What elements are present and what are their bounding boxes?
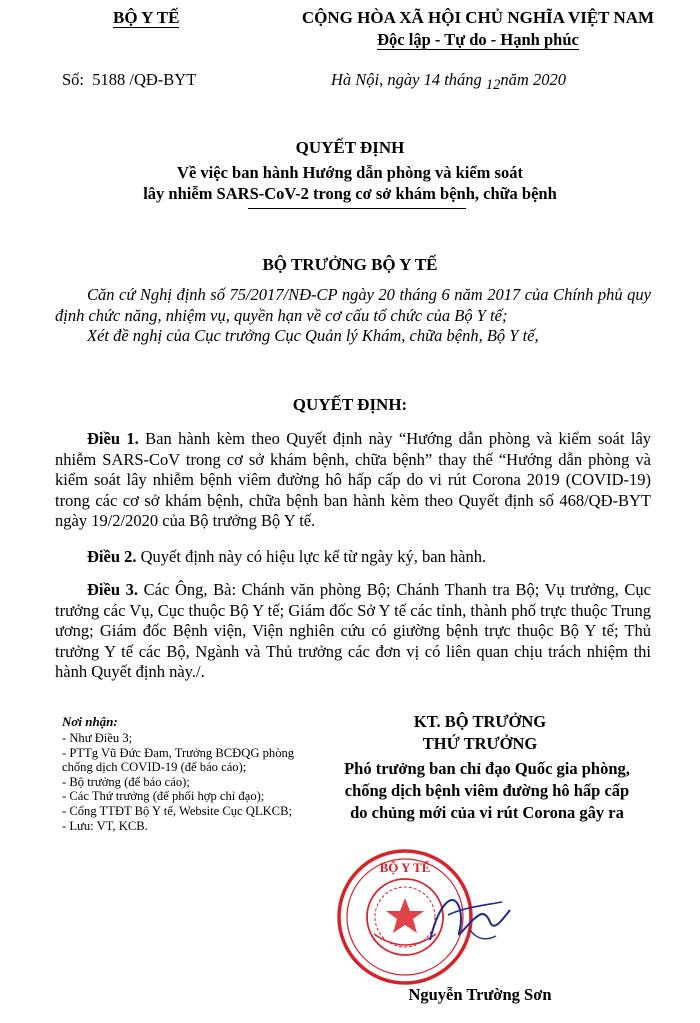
legal-basis-1: Căn cứ Nghị định số 75/2017/NĐ-CP ngày 20 tháng 6 năm 2017 của Chính phủ quy định chức năng, nhiệm vụ, quyền hạn về cơ cấu tổ chức của Bộ Y tế; [55, 285, 651, 325]
document-subject-line2: lây nhiễm SARS-CoV-2 trong cơ sở khám bệnh, chữa bệnh [143, 184, 557, 203]
list-item: - Cổng TTĐT Bộ Y tế, Website Cục QLKCB; [62, 803, 292, 818]
handwritten-signature [410, 880, 520, 960]
list-item: - Lưu: VT, KCB. [62, 818, 148, 833]
article-1-label: Điều 1. [87, 429, 139, 448]
ministry-name: BỘ Y TẾ [113, 8, 180, 27]
signatory-name: Nguyễn Trường Sơn [408, 985, 552, 1004]
signatory-role: Phó trưởng ban chỉ đạo Quốc gia phòng, chống dịch bệnh viêm đường hô hấp cấp do chủng mới của vi rút Corona gây ra [344, 759, 630, 822]
decision-heading: QUYẾT ĐỊNH: [292, 395, 408, 414]
seal-text: BỘ Y TẾ [379, 860, 431, 875]
article-1 [55, 429, 651, 532]
list-item: - Bộ trưởng (để báo cáo); [62, 774, 190, 789]
signature-title-2: THỨ TRƯỞNG [422, 734, 538, 753]
signature-title-1: KT. BỘ TRƯỞNG [413, 712, 547, 731]
national-motto: Độc lập - Tự do - Hạnh phúc [377, 30, 579, 49]
list-item: - Như Điều 3; [62, 731, 133, 745]
country-name: CỘNG HÒA XÃ HỘI CHỦ NGHĨA VIỆT NAM [301, 8, 655, 27]
article-2 [55, 547, 651, 568]
article-3-text: Các Ông, Bà: Chánh văn phòng Bộ; Chánh Thanh tra Bộ; Vụ trưởng, Cục trưởng các Vụ, Cục thuộc Bộ Y tế; Giám đốc Sở Y tế các tỉnh, thành phố trực thuộc Trung ương; Giám đốc Bệnh viện, Viện nghiên cứu có giường bệnh trực thuộc Bộ Y tế; Thủ trưởng Y tế các Bộ, Ngành và Thủ trưởng các đơn vị có liên quan chịu trách nhiệm thi hành Quyết định này./. [55, 580, 652, 681]
article-3-label: Điều 3. [87, 580, 139, 599]
article-2-text: Quyết định này có hiệu lực kể từ ngày ký, ban hành. [136, 547, 487, 566]
article-2-label: Điều 2. [87, 547, 137, 566]
document-subject-line1: Về việc ban hành Hướng dẫn phòng và kiểm soát [177, 163, 523, 182]
legal-basis-2: Xét đề nghị của Cục trưởng Cục Quản lý Khám, chữa bệnh, Bộ Y tế, [87, 326, 539, 345]
document-type: QUYẾT ĐỊNH [295, 138, 405, 157]
document-number: Số: 5188 /QĐ-BYT [62, 70, 197, 89]
article-1-text: Ban hành kèm theo Quyết định này “Hướng dẫn phòng và kiểm soát lây nhiễm SARS-CoV trong cơ sở khám bệnh, chữa bệnh” thay thế “Hướng dẫn phòng và kiểm soát lây nhiễm bệnh viêm đường hô hấp cấp do vi rút Corona 2019 (COVID-19) trong các cơ sở khám bệnh, chữa bệnh ban hành kèm theo Quyết định số 468/QĐ-BYT ngày 19/2/2020 của Bộ trưởng Bộ Y tế. [55, 429, 652, 530]
list-item: - Các Thứ trưởng (để phối hợp chỉ đạo); [62, 789, 265, 804]
recipients-heading: Nơi nhận: [62, 714, 118, 729]
authority-title: BỘ TRƯỞNG BỘ Y TẾ [262, 255, 438, 274]
title-divider [248, 208, 466, 209]
list-item: - PTTg Vũ Đức Đam, Trưởng BCĐQG phòng chống dịch COVID-19 (để báo cáo); [62, 745, 295, 775]
recipients-list [62, 731, 324, 833]
article-3 [55, 580, 651, 683]
document-date: Hà Nội, ngày 14 tháng 12năm 2020 [331, 70, 566, 93]
